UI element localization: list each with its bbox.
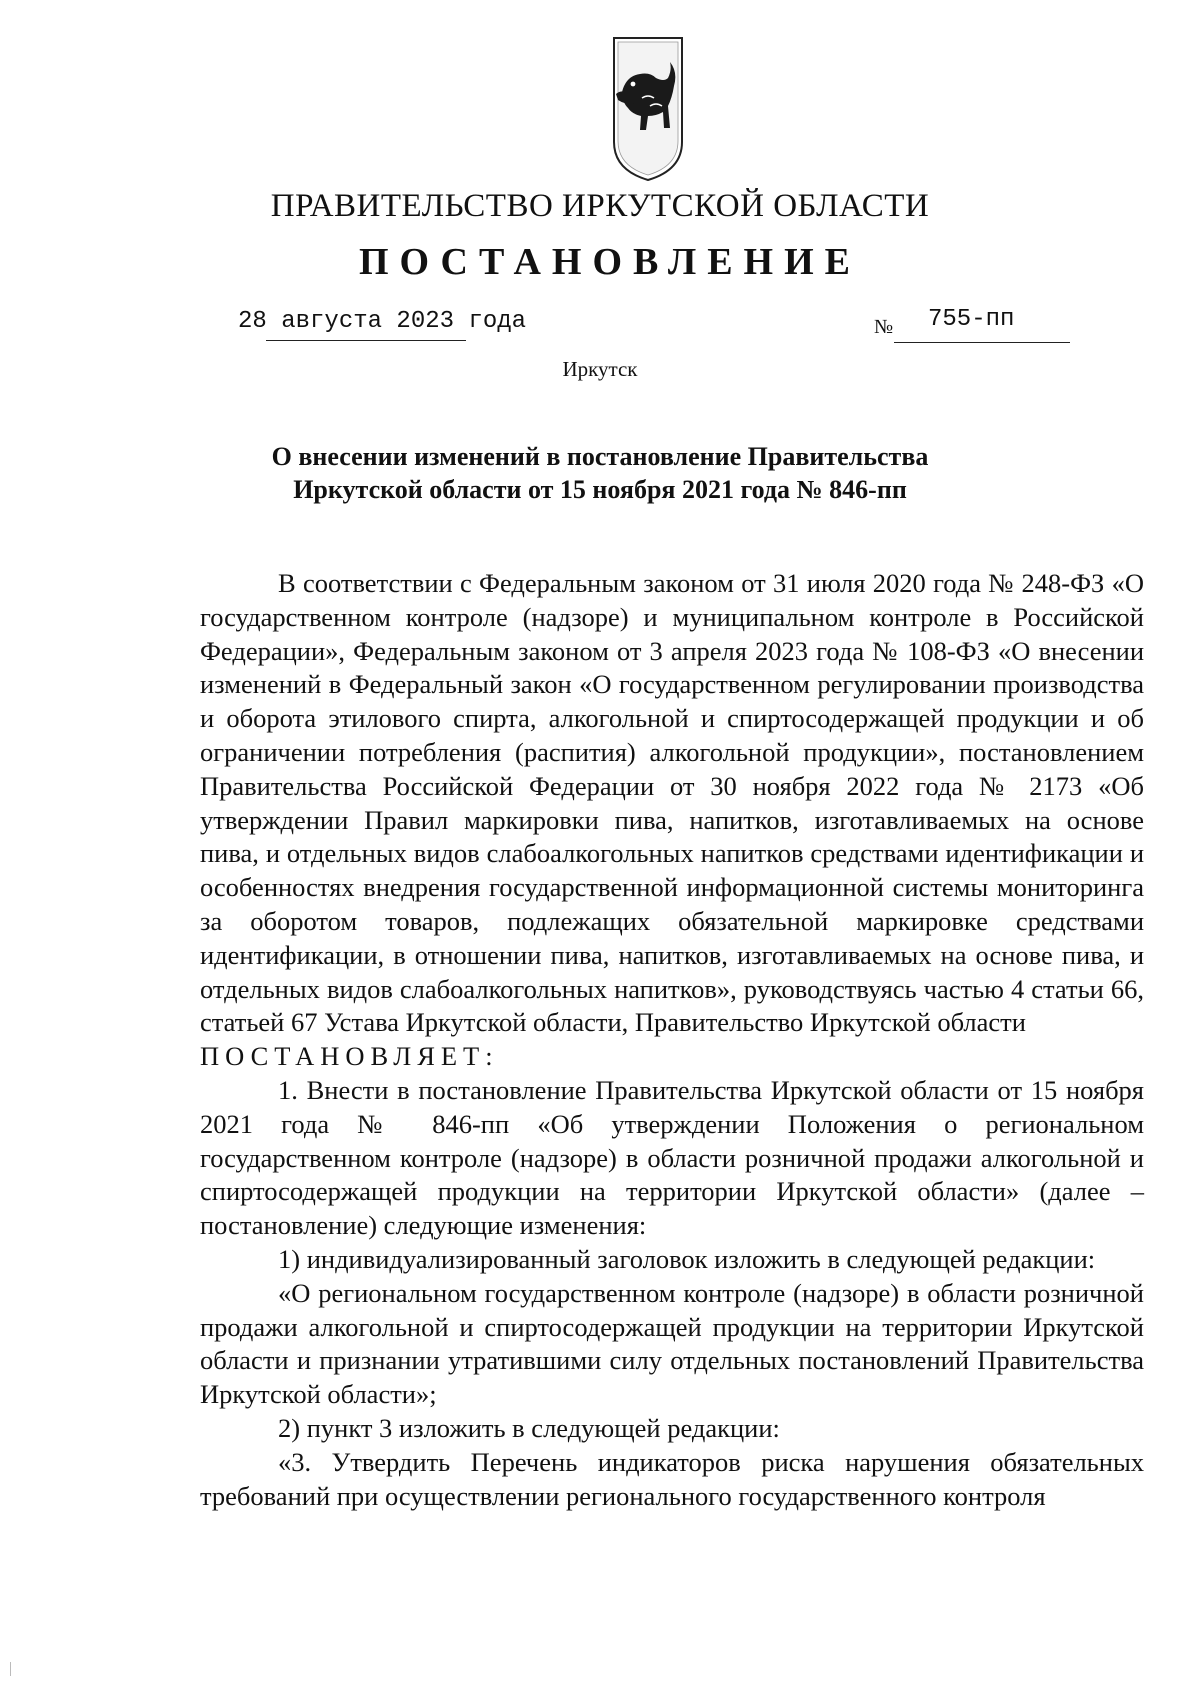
- item-1-2-paragraph: 2) пункт 3 изложить в следующей редакции:: [278, 1412, 780, 1443]
- document-type: ПОСТАНОВЛЕНИЕ: [358, 241, 862, 283]
- number-underline: [894, 342, 1070, 343]
- government-name: ПРАВИТЕЛЬСТВО ИРКУТСКОЙ ОБЛАСТИ: [270, 188, 930, 224]
- document-subject: [0, 440, 1200, 506]
- item-1-1-text-paragraph: «О региональном государственном контроле (надзоре) в области розничной продажи алкогольной и спиртосодержащей продукции на территории Иркутской области и признании утратившими силу отдельных постановлений Правительства Иркутской области»;: [200, 1277, 1144, 1410]
- preamble-paragraph: В соответствии с Федеральным законом от 31 июля 2020 года № 248-ФЗ «О государственном контроле (надзоре) и муниципальном контроле в Российской Федерации», Федеральным законом от 3 апреля 2023 года № 108-ФЗ «О внесении изменений в Федеральный закон «О государственном регулировании производства и оборота этилового спирта, алкогольной и спиртосодержащей продукции и об ограничении потребления (распития) алкогольной продукции», постановлением Правительства Российской Федерации от 30 ноября 2022 года № 2173 «Об утверждении Правил маркировки пива, напитков, изготавливаемых на основе пива, и отдельных видов слабоалкогольных напитков средствами идентификации и особенностях внедрения государственной информационной системы мониторинга за оборотом товаров, подлежащих обязательной маркировке средствами идентификации, в отношении пива, напитков, изготавливаемых на основе пива, и отдельных видов слабоалкогольных напитков», руководствуясь частью 4 статьи 66, статьей 67 Устава Иркутской области, Правительство Иркутской области: [200, 568, 1144, 1038]
- subject-line-2: Иркутской области от 15 ноября 2021 года № 846-пп: [293, 475, 907, 504]
- resolves-heading: ПОСТАНОВЛЯЕТ:: [200, 1041, 499, 1072]
- item-1-2-text-paragraph: «3. Утвердить Перечень индикаторов риска нарушения обязательных требований при осуществлении регионального государственного контроля: [200, 1446, 1144, 1511]
- city: Иркутск: [562, 357, 638, 381]
- subject-line-1: О внесении изменений в постановление Правительства: [271, 442, 929, 471]
- number-sign: №: [874, 316, 894, 338]
- scan-margin-mark: [10, 1662, 11, 1676]
- document-body: [200, 567, 1144, 1513]
- date-underline: [266, 340, 466, 341]
- document-number: 755-пп: [928, 306, 1015, 333]
- item-1-paragraph: 1. Внести в постановление Правительства Иркутской области от 15 ноября 2021 года № 846-пп «Об утверждении Положения о региональном государственном контроле (надзоре) в области розничной продажи алкогольной и спиртосодержащей продукции на территории Иркутской области» (далее – постановление) следующие изменения:: [200, 1074, 1144, 1241]
- item-1-1-paragraph: 1) индивидуализированный заголовок изложить в следующей редакции:: [278, 1243, 1096, 1274]
- coat-of-arms-icon: [608, 32, 688, 184]
- document-date: 28 августа 2023 года: [238, 308, 527, 335]
